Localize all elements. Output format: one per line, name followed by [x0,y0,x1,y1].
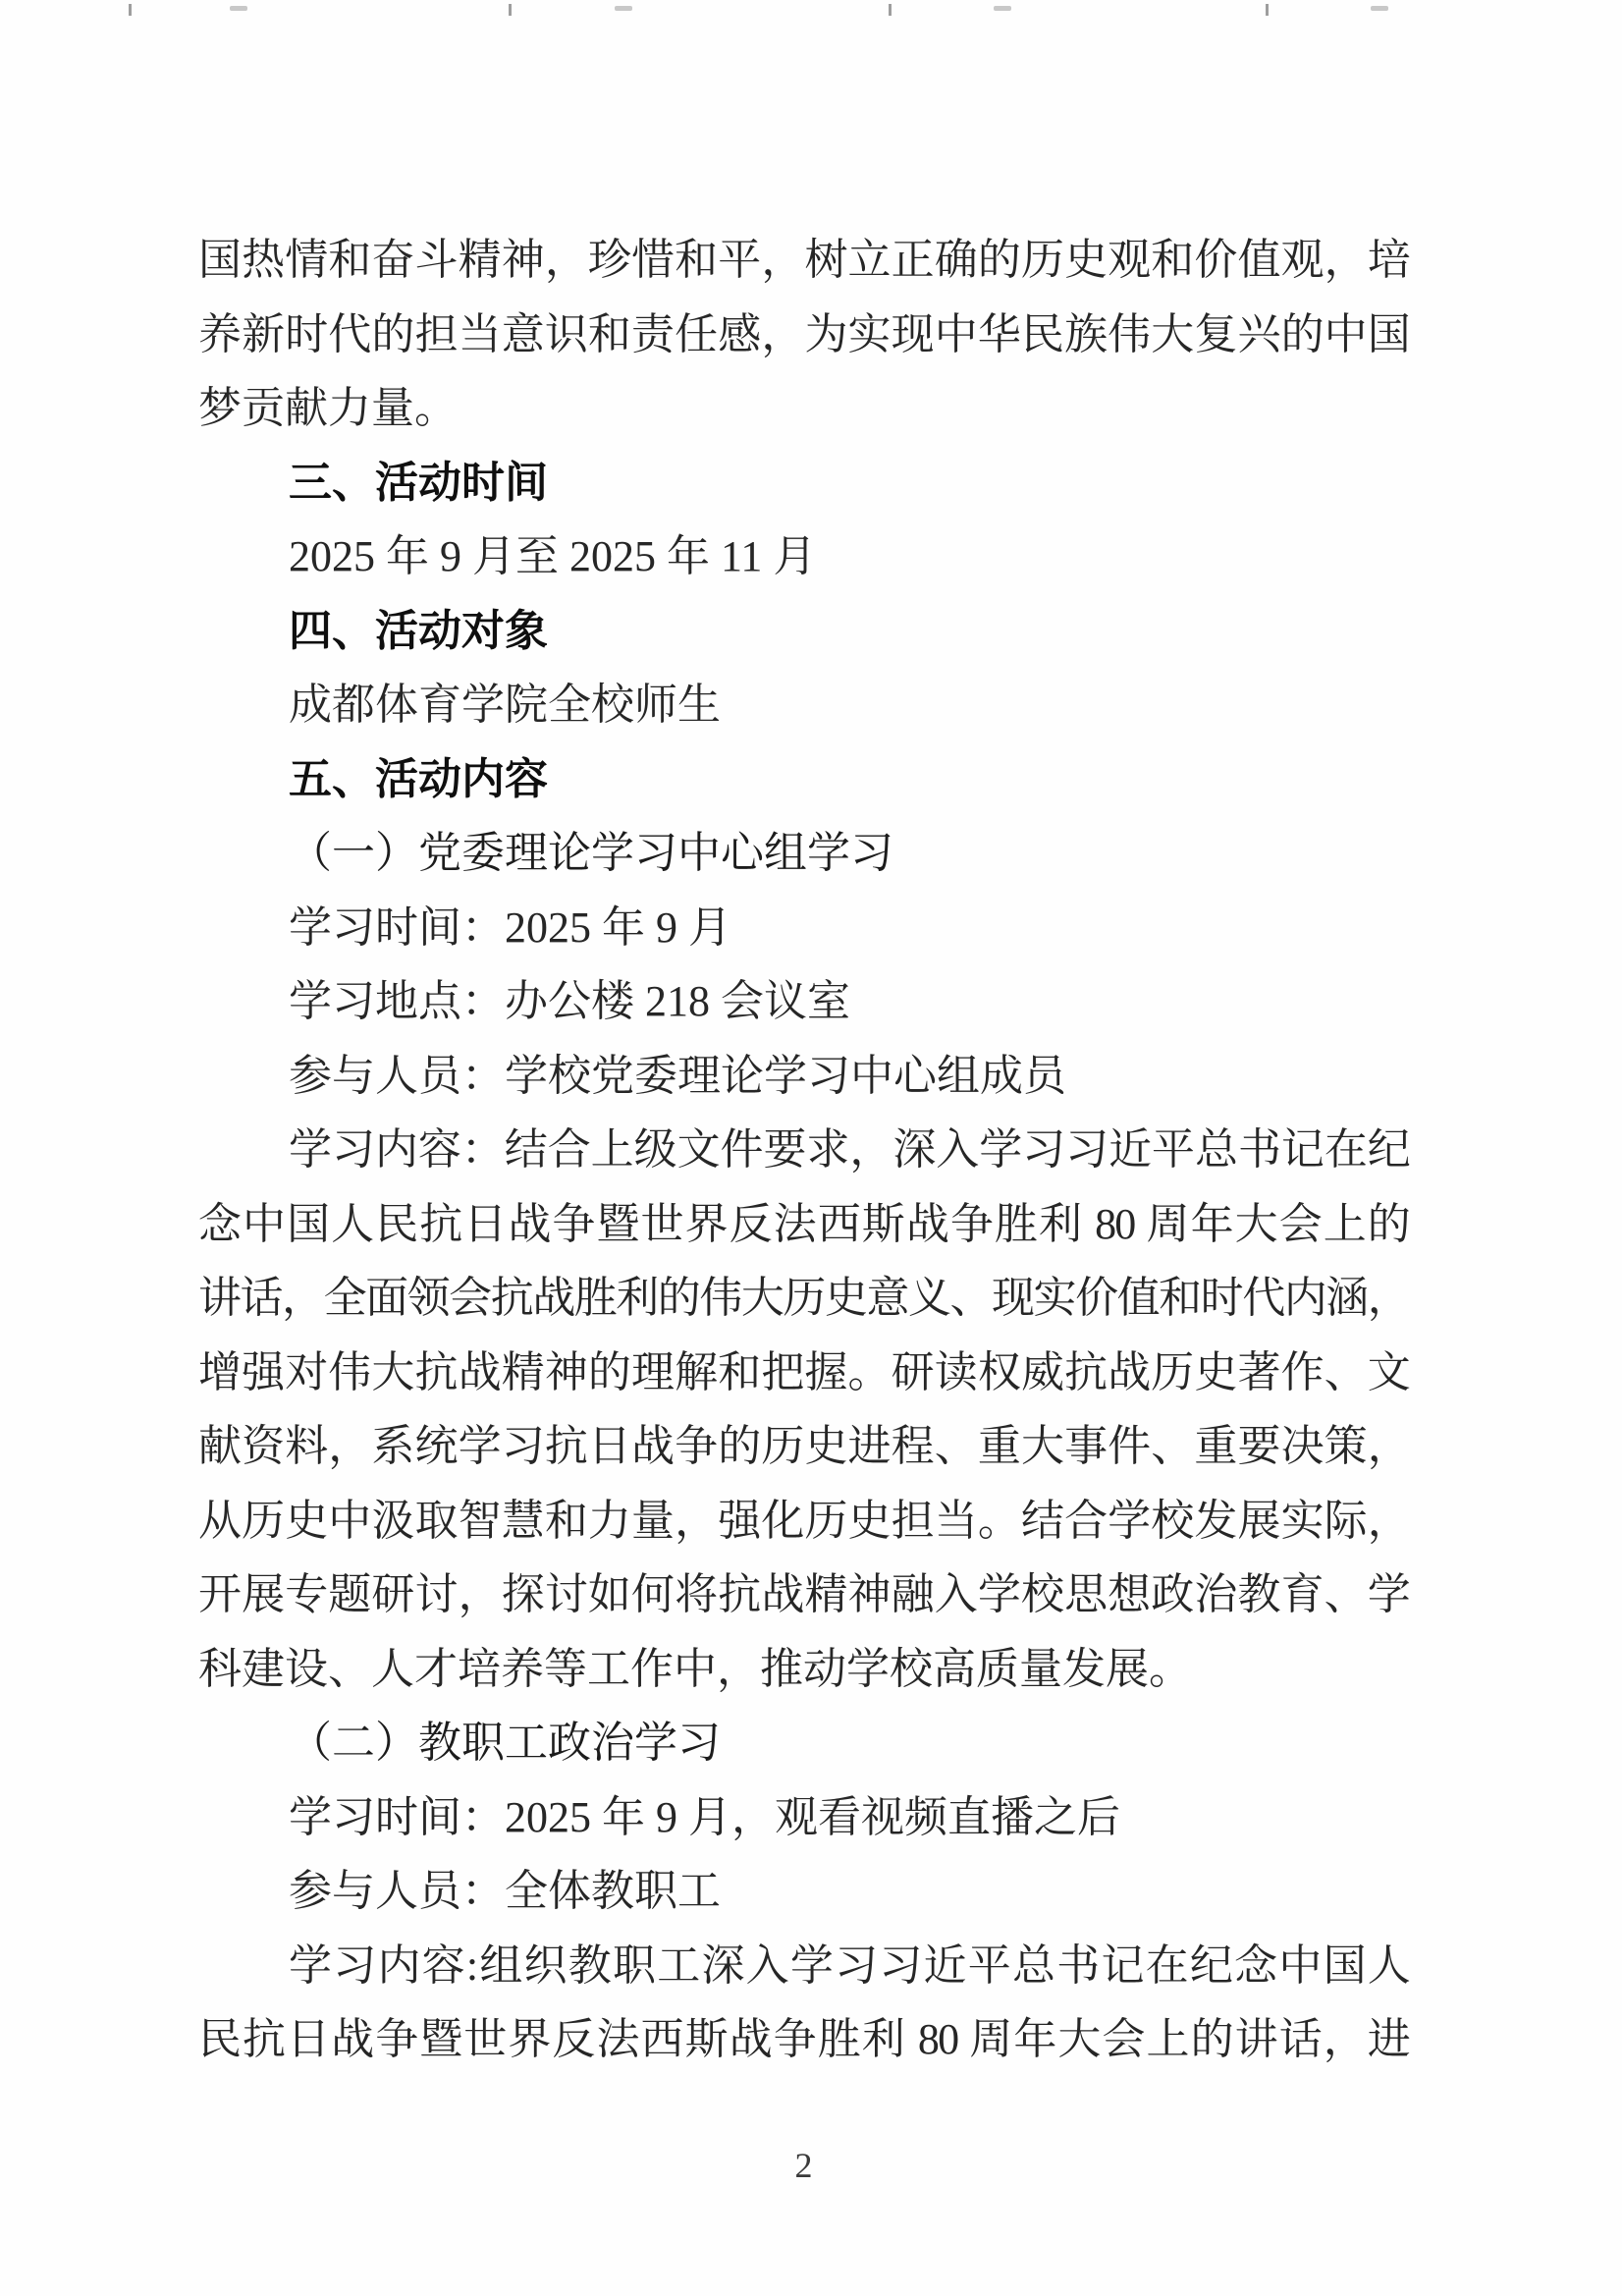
paragraph-line: 献资料，系统学习抗日战争的历史进程、重大事件、重要决策， [198,1422,1409,1470]
paragraph-line: 从历史中汲取智慧和力量，强化历史担当。结合学校发展实际， [198,1496,1409,1545]
text-line: 成都体育学院全校师生 [289,681,721,729]
paragraph-line: 科建设、人才培养等工作中，推动学校高质量发展。 [198,1644,1192,1693]
text-block [198,223,1409,2077]
scan-artifact [230,6,247,11]
paragraph-line: 开展专题研讨，探讨如何将抗战精神融入学校思想政治教育、学 [198,1570,1409,1618]
paragraph-line: 梦贡献力量。 [198,384,458,432]
text-line: 学习时间：2025 年 9 月 [289,902,731,952]
paragraph-line: 民抗日战争暨世界反法西斯战争胜利 80 周年大会上的讲话，进 [198,2015,1409,2063]
text-line: 2025 年 9 月至 2025 年 11 月 [289,532,817,580]
section-heading-5: 五、活动内容 [289,754,548,803]
scan-artifact [615,6,632,11]
subsection-heading-1: （一）党委理论学习中心组学习 [289,829,893,877]
subsection-heading-2: （二）教职工政治学习 [289,1719,721,1767]
paragraph-line: 讲话，全面领会抗战胜利的伟大历史意义、现实价值和时代内涵， [198,1274,1409,1322]
paragraph-line: 念中国人民抗日战争暨世界反法西斯战争胜利 80 周年大会上的 [198,1199,1409,1248]
paragraph-line: 国热情和奋斗精神，珍惜和平，树立正确的历史观和价值观，培 [198,236,1409,284]
page-number: 2 [794,2146,813,2185]
paragraph-line: 学习内容：结合上级文件要求，深入学习习近平总书记在纪 [289,1125,1409,1174]
text-line: 学习地点：办公楼 218 会议室 [289,977,850,1025]
paragraph-line: 增强对伟大抗战精神的理解和把握。研读权威抗战历史著作、文 [198,1347,1409,1396]
scan-artifact [889,4,892,16]
scan-artifact [1266,4,1269,16]
paragraph-line: 学习内容:组织教职工深入学习习近平总书记在纪念中国人 [289,1941,1409,1990]
scan-artifact [129,4,132,16]
scan-artifact [509,4,512,16]
paragraph-line: 养新时代的担当意识和责任感，为实现中华民族伟大复兴的中国 [198,309,1409,358]
scan-artifact [1371,6,1388,11]
text-line: 参与人员：全体教职工 [289,1867,721,1915]
section-heading-3: 三、活动时间 [289,458,548,507]
text-line: 参与人员：学校党委理论学习中心组成员 [289,1051,1066,1100]
text-line: 学习时间：2025 年 9 月，观看视频直播之后 [289,1792,1120,1841]
section-heading-4: 四、活动对象 [289,606,548,655]
scan-artifact [994,6,1011,11]
